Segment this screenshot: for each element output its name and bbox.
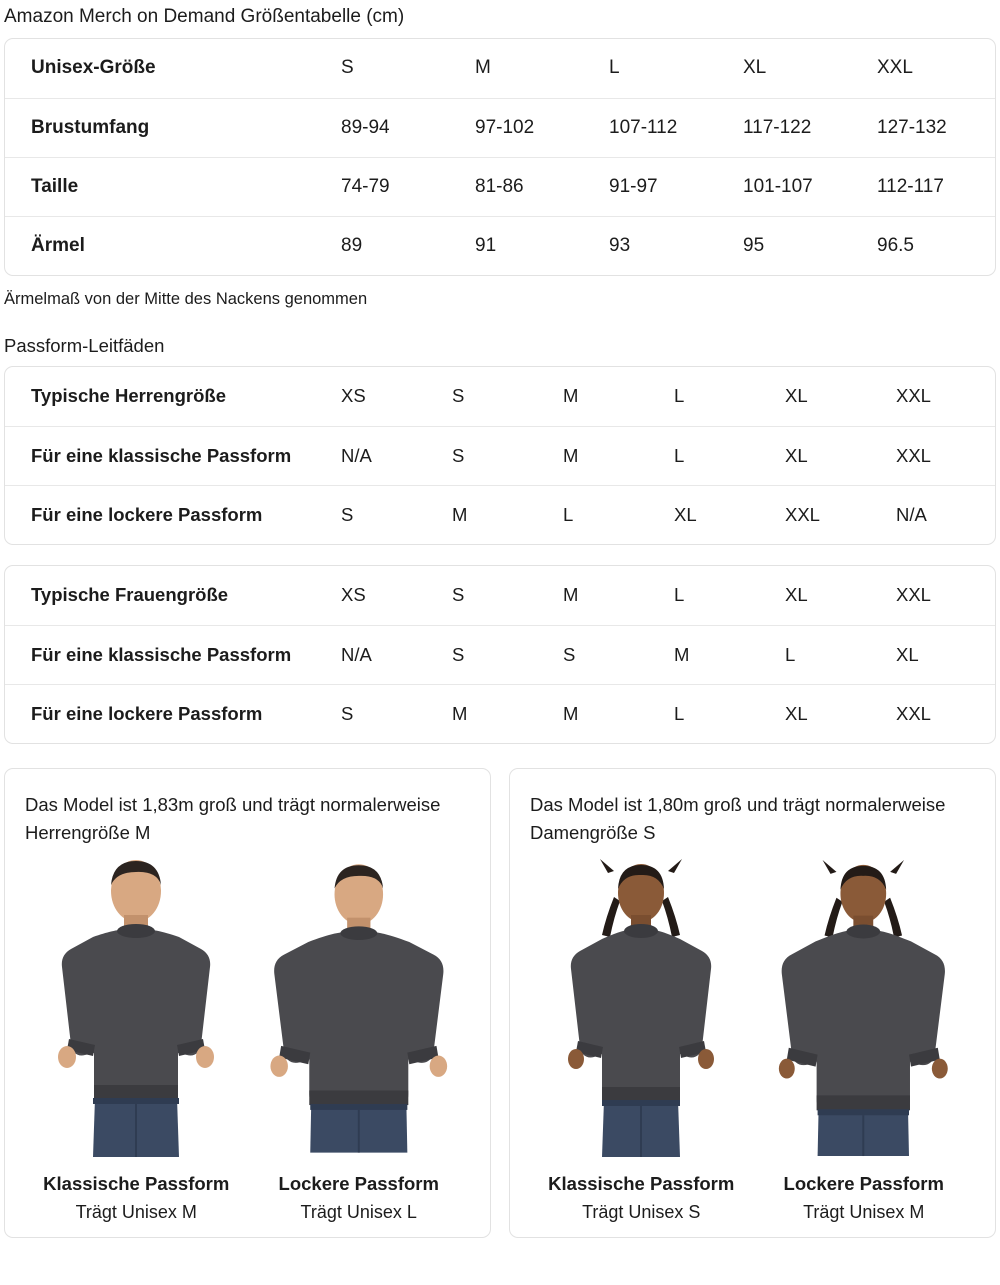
model-description: Das Model ist 1,80m groß und trägt normalerweise Damengröße S xyxy=(530,794,946,843)
row-label: Typische Herrengröße xyxy=(31,385,226,407)
cell: M xyxy=(557,426,668,485)
cell: L xyxy=(668,684,779,743)
cell: S xyxy=(446,426,557,485)
row-label: Brustumfang xyxy=(5,98,335,157)
cell: 74-79 xyxy=(335,157,469,216)
table-spacer xyxy=(0,545,1000,565)
male-model-card xyxy=(4,768,491,1238)
cell: L xyxy=(674,385,685,407)
table-row xyxy=(5,98,996,157)
women-fit-table-card xyxy=(4,565,996,744)
women-fit-table xyxy=(5,566,996,743)
cell: 91-97 xyxy=(603,157,737,216)
table-row xyxy=(5,216,996,275)
figure-loose-fit-female xyxy=(757,857,971,1157)
cell: 127-132 xyxy=(871,98,996,157)
table-row xyxy=(5,485,996,544)
female-figures xyxy=(530,857,975,1157)
page-title: Amazon Merch on Demand Größentabelle (cm) xyxy=(4,6,405,27)
cell: 112-117 xyxy=(871,157,996,216)
men-fit-table-card xyxy=(4,366,996,545)
cell: XL xyxy=(785,385,808,407)
cell: L xyxy=(557,485,668,544)
fit-guide-title: Passform-Leitfäden xyxy=(4,335,165,356)
cell: M xyxy=(563,584,579,606)
cell: XL xyxy=(779,426,890,485)
fit-size: Trägt Unisex L xyxy=(300,1201,417,1222)
male-classic-fit-illustration xyxy=(31,857,241,1157)
men-fit-table xyxy=(5,367,996,544)
male-figures xyxy=(25,857,470,1157)
figure-loose-fit-male xyxy=(252,857,466,1157)
cell: XL xyxy=(779,684,890,743)
cell: XXL xyxy=(877,57,913,79)
cell: XL xyxy=(890,625,996,684)
cell: M xyxy=(557,684,668,743)
cell: 89 xyxy=(335,216,469,275)
cell: XXL xyxy=(890,426,996,485)
cell: M xyxy=(563,385,579,407)
model-description: Das Model ist 1,83m groß und trägt normalerweise Herrengröße M xyxy=(25,794,441,843)
fit-title: Lockere Passform xyxy=(783,1172,944,1194)
cell: XL xyxy=(785,584,808,606)
cell: M xyxy=(446,485,557,544)
cell: L xyxy=(674,584,685,606)
cell: XL xyxy=(743,57,767,79)
table-row xyxy=(5,157,996,216)
row-label: Für eine klassische Passform xyxy=(5,426,335,485)
cell: S xyxy=(446,625,557,684)
row-label: Für eine klassische Passform xyxy=(5,625,335,684)
fit-title: Lockere Passform xyxy=(278,1172,439,1194)
caption-loose-male xyxy=(248,1173,471,1223)
row-label: Für eine lockere Passform xyxy=(5,684,335,743)
cell: 101-107 xyxy=(737,157,871,216)
cell: M xyxy=(446,684,557,743)
cell: L xyxy=(609,57,620,79)
cell: S xyxy=(335,684,446,743)
fit-title: Klassische Passform xyxy=(548,1172,735,1194)
cell: S xyxy=(557,625,668,684)
cell: N/A xyxy=(335,625,446,684)
table-row xyxy=(5,426,996,485)
cell: XXL xyxy=(896,584,931,606)
cell: XXL xyxy=(890,684,996,743)
cell: S xyxy=(452,385,465,407)
cell: 97-102 xyxy=(469,98,603,157)
row-label: Taille xyxy=(5,157,335,216)
cell: 91 xyxy=(469,216,603,275)
cell: 89-94 xyxy=(335,98,469,157)
table-row xyxy=(5,625,996,684)
fit-size: Trägt Unisex M xyxy=(75,1201,197,1222)
cell: 117-122 xyxy=(737,98,871,157)
cell: 93 xyxy=(603,216,737,275)
model-cards-row xyxy=(4,768,996,1238)
cell: XXL xyxy=(779,485,890,544)
female-loose-fit-illustration xyxy=(757,857,971,1157)
cell: L xyxy=(668,426,779,485)
sleeve-note: Ärmelmaß von der Mitte des Nackens genommen xyxy=(4,290,368,308)
female-captions xyxy=(530,1173,975,1223)
cell: M xyxy=(475,57,491,79)
cell: N/A xyxy=(335,426,446,485)
fit-size: Trägt Unisex S xyxy=(582,1201,701,1222)
caption-loose-female xyxy=(753,1173,976,1223)
figure-classic-fit-male xyxy=(29,857,243,1157)
measurement-table xyxy=(5,39,996,275)
female-classic-fit-illustration xyxy=(536,857,746,1157)
male-loose-fit-illustration xyxy=(252,857,466,1157)
cell: N/A xyxy=(890,485,996,544)
cell: XL xyxy=(668,485,779,544)
cell: 81-86 xyxy=(469,157,603,216)
fit-title: Klassische Passform xyxy=(43,1172,230,1194)
figure-classic-fit-female xyxy=(534,857,748,1157)
cell: XS xyxy=(341,584,366,606)
cell: XS xyxy=(341,385,366,407)
row-label: Typische Frauengröße xyxy=(31,584,229,606)
cell: 96.5 xyxy=(871,216,996,275)
cell: S xyxy=(452,584,465,606)
cell: 107-112 xyxy=(603,98,737,157)
caption-classic-female xyxy=(530,1173,753,1223)
cell: XXL xyxy=(896,385,931,407)
caption-classic-male xyxy=(25,1173,248,1223)
cell: S xyxy=(335,485,446,544)
cell: S xyxy=(341,57,354,79)
row-label: Für eine lockere Passform xyxy=(5,485,335,544)
male-captions xyxy=(25,1173,470,1223)
female-model-card xyxy=(509,768,996,1238)
table-row xyxy=(5,367,996,426)
cell: 95 xyxy=(737,216,871,275)
table-row xyxy=(5,684,996,743)
cell: M xyxy=(668,625,779,684)
table-row xyxy=(5,566,996,625)
fit-size: Trägt Unisex M xyxy=(803,1201,925,1222)
table-row xyxy=(5,39,996,98)
cell: L xyxy=(779,625,890,684)
row-label: Ärmel xyxy=(5,216,335,275)
measurement-table-card xyxy=(4,38,996,276)
row-label: Unisex-Größe xyxy=(31,57,156,79)
